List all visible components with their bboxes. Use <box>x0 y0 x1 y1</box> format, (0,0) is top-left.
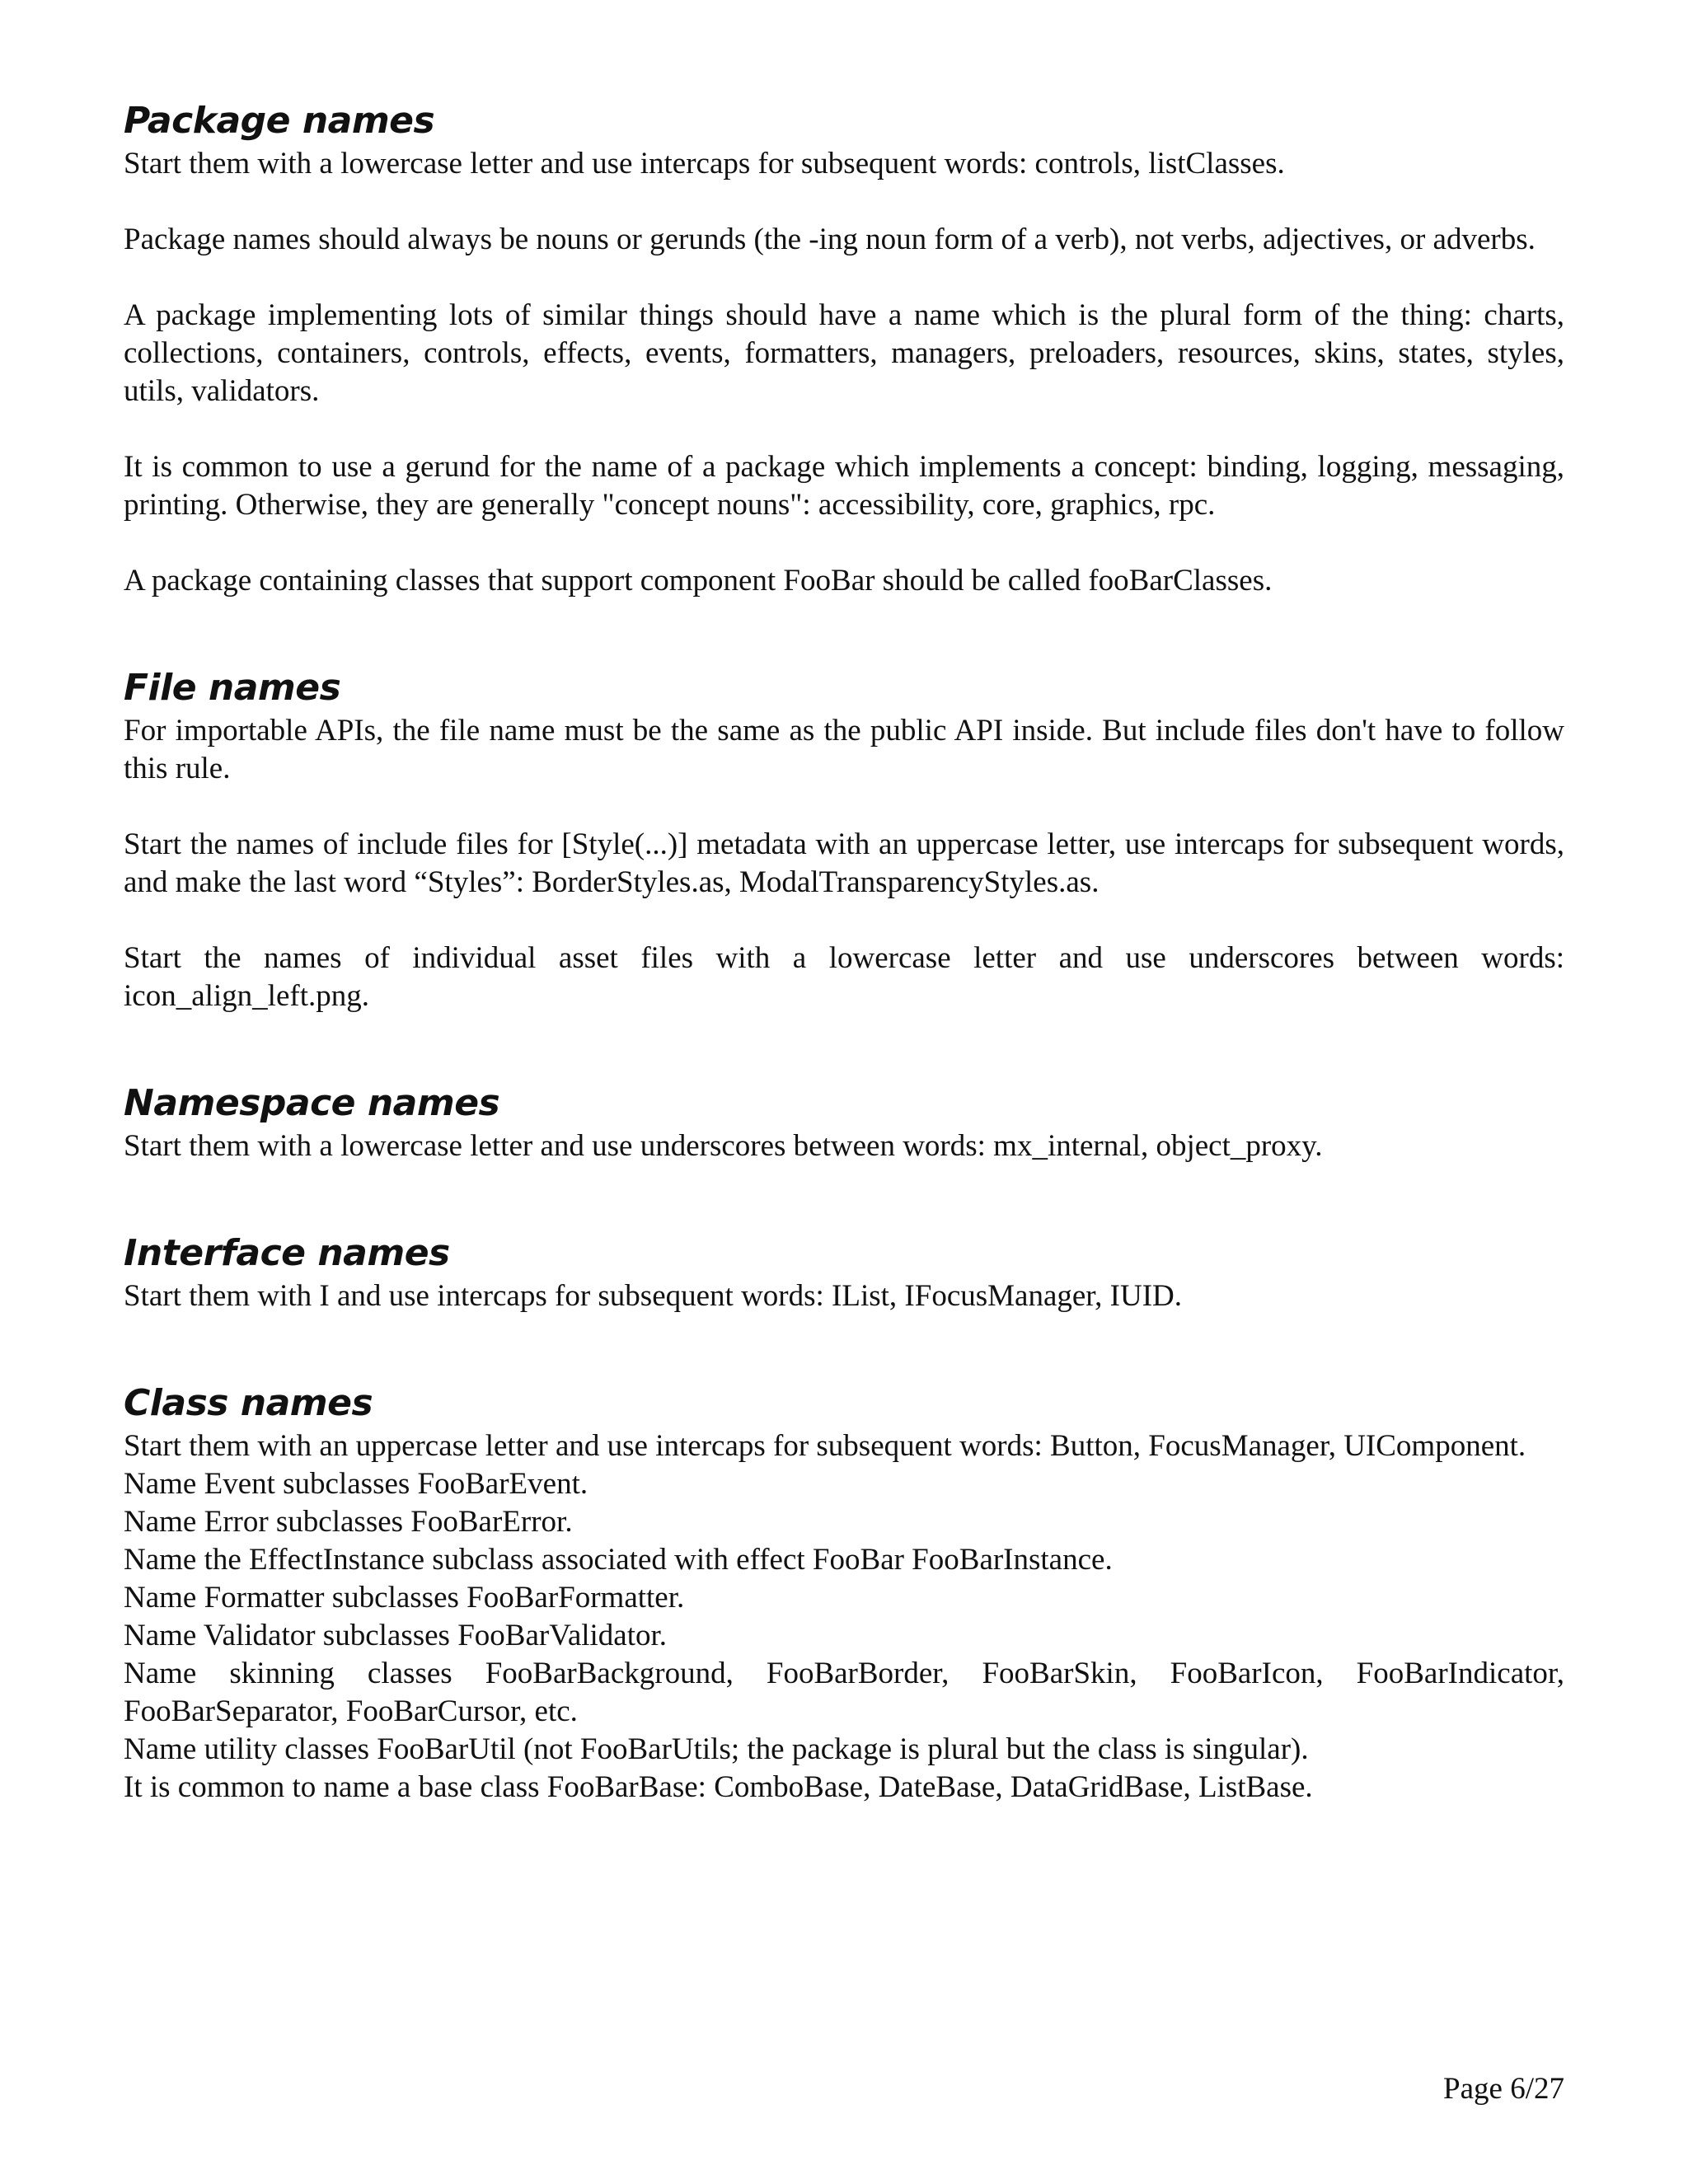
section-heading: Namespace names <box>124 1082 500 1124</box>
section-package-names <box>124 97 1564 600</box>
section-file-names <box>124 664 1564 1015</box>
document-page <box>124 97 1564 1807</box>
text-line: Name Validator subclasses FooBarValidator. <box>124 1619 668 1652</box>
paragraph: Start the names of individual asset files with a lowercase letter and use underscores between words: icon_align_left.png. <box>124 941 1564 1013</box>
text-line: Name Error subclasses FooBarError. <box>124 1505 573 1539</box>
section-heading: Package names <box>124 100 435 142</box>
text-line: It is common to name a base class FooBarBase: ComboBase, DateBase, DataGridBase, ListBase. <box>124 1770 1313 1804</box>
paragraph: Start them with a lowercase letter and use underscores between words: mx_internal, object_proxy. <box>124 1129 1323 1163</box>
text-line: Name Formatter subclasses FooBarFormatter. <box>124 1581 685 1615</box>
section-heading: Interface names <box>124 1232 450 1274</box>
page-number: Page 6/27 <box>1443 2072 1564 2106</box>
paragraph: Package names should always be nouns or gerunds (the -ing noun form of a verb), not verbs, adjectives, or adverbs. <box>124 223 1536 256</box>
paragraph: It is common to use a gerund for the name of a package which implements a concept: binding, logging, messaging, printing. Otherwise, they are generally "concept nouns": accessibility, core, graphics, rpc. <box>124 450 1564 522</box>
section-interface-names <box>124 1230 1564 1315</box>
section-class-names <box>124 1380 1564 1807</box>
text-line: Start them with an uppercase letter and use intercaps for subsequent words: Button, FocusManager, UIComponent. <box>124 1429 1526 1463</box>
section-heading: Class names <box>124 1382 373 1424</box>
paragraph: Start them with I and use intercaps for subsequent words: IList, IFocusManager, IUID. <box>124 1279 1182 1313</box>
paragraph: Start the names of include files for [Style(...)] metadata with an uppercase letter, use intercaps for subsequent words, and make the last word “Styles”: BorderStyles.as, ModalTransparencyStyles.as. <box>124 827 1564 899</box>
paragraph: A package implementing lots of similar things should have a name which is the plural form of the thing: charts, collections, containers, controls, effects, events, formatters, managers, preloaders, resources, skins, states, styles, utils, validators. <box>124 298 1564 408</box>
text-line: Name Event subclasses FooBarEvent. <box>124 1467 588 1501</box>
section-namespace-names <box>124 1080 1564 1165</box>
text-line: Name skinning classes FooBarBackground, FooBarBorder, FooBarSkin, FooBarIcon, FooBarIndicator, FooBarSeparator, FooBarCursor, etc. <box>124 1657 1564 1728</box>
paragraph: For importable APIs, the file name must be the same as the public API inside. But include files don't have to follow this rule. <box>124 714 1564 785</box>
section-heading: File names <box>124 667 341 709</box>
text-line: Name utility classes FooBarUtil (not FooBarUtils; the package is plural but the class is singular). <box>124 1732 1309 1766</box>
text-line: Name the EffectInstance subclass associated with effect FooBar FooBarInstance. <box>124 1543 1113 1577</box>
paragraph: Start them with a lowercase letter and use intercaps for subsequent words: controls, listClasses. <box>124 147 1285 180</box>
paragraph: A package containing classes that support component FooBar should be called fooBarClasses. <box>124 564 1273 598</box>
